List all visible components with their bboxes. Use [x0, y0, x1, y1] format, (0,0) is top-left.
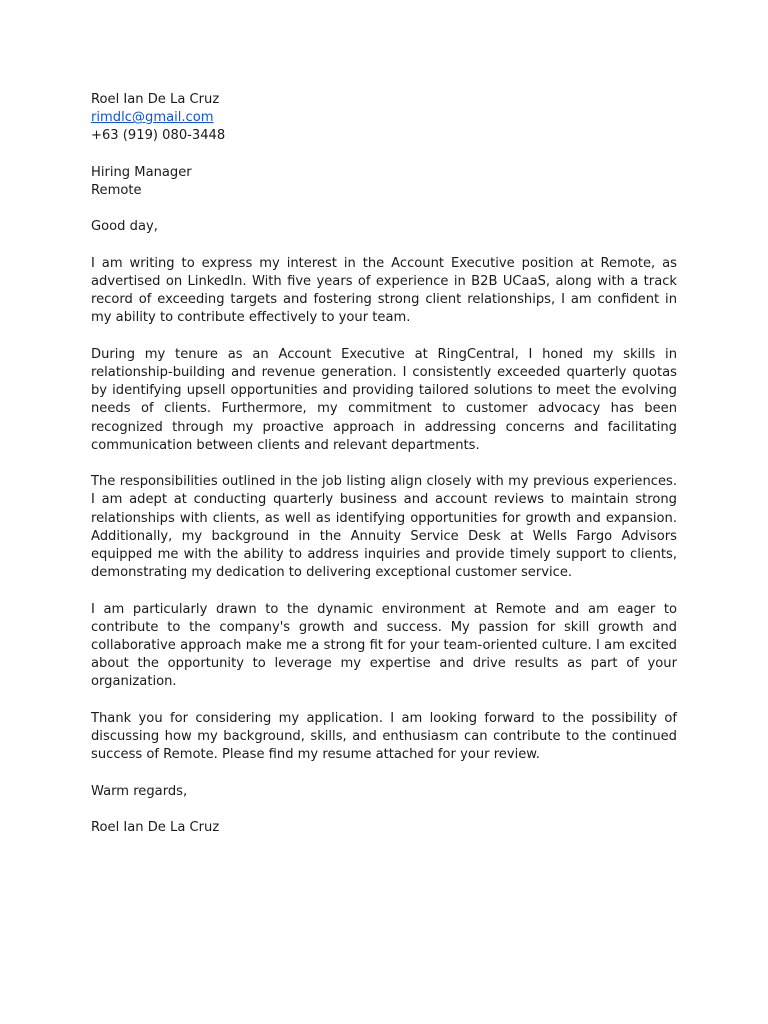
sender-block	[91, 91, 677, 146]
salutation: Good day,	[91, 219, 158, 235]
sender-name: Roel Ian De La Cruz	[91, 92, 220, 107]
spacer	[91, 801, 677, 819]
body-paragraph-3: The responsibilities outlined in the job listing align closely with my previous experiences. I am adept at conducting quarterly business and account reviews to maintain strong relationships with clients, as well as identifying opportunities for growth and expansion. Additionally, my background in the Annuity Service Desk at Wells Fargo Advisors equipped me with the ability to address inquiries and provide timely support to clients, demonstrating my dedication to delivering exceptional customer service.	[91, 474, 677, 581]
recipient-block	[91, 164, 677, 200]
sender-phone: +63 (919) 080-3448	[91, 128, 226, 144]
recipient-title: Hiring Manager	[91, 164, 192, 180]
spacer	[91, 328, 677, 346]
body-paragraph-1: I am writing to express my interest in the Account Executive position at Remote, as advertised on LinkedIn. With five years of experience in B2B UCaaS, along with a track record of exceeding targets and fostering strong client relationships, I am confident in my ability to contribute effectively to your team.	[91, 255, 677, 326]
spacer	[91, 455, 677, 473]
closing: Warm regards,	[91, 783, 188, 799]
spacer	[91, 692, 677, 710]
spacer	[91, 200, 677, 218]
signature: Roel Ian De La Cruz	[91, 819, 220, 835]
spacer	[91, 237, 677, 255]
sender-email-link[interactable]: rimdlc@gmail.com	[91, 110, 214, 126]
spacer	[91, 582, 677, 600]
cover-letter	[91, 91, 677, 837]
body-paragraph-5: Thank you for considering my application. I am looking forward to the possibility of discussing how my background, skills, and enthusiasm can contribute to the continued success of Remote. Please find my resume attached for your review.	[91, 710, 677, 763]
body-paragraph-2: During my tenure as an Account Executive at RingCentral, I honed my skills in relationship-building and revenue generation. I consistently exceeded quarterly quotas by identifying upsell opportunities and providing tailored solutions to meet the evolving needs of clients. Furthermore, my commitment to customer advocacy has been recognized through my proactive approach in addressing concerns and facilitating communication between clients and relevant departments.	[91, 346, 677, 453]
body-paragraph-4: I am particularly drawn to the dynamic environment at Remote and am eager to contribute to the company's growth and success. My passion for skill growth and collaborative approach make me a strong fit for your team-oriented culture. I am excited about the opportunity to leverage my expertise and drive results as part of your organization.	[91, 601, 677, 690]
recipient-company: Remote	[91, 183, 142, 198]
spacer	[91, 146, 677, 164]
spacer	[91, 764, 677, 782]
